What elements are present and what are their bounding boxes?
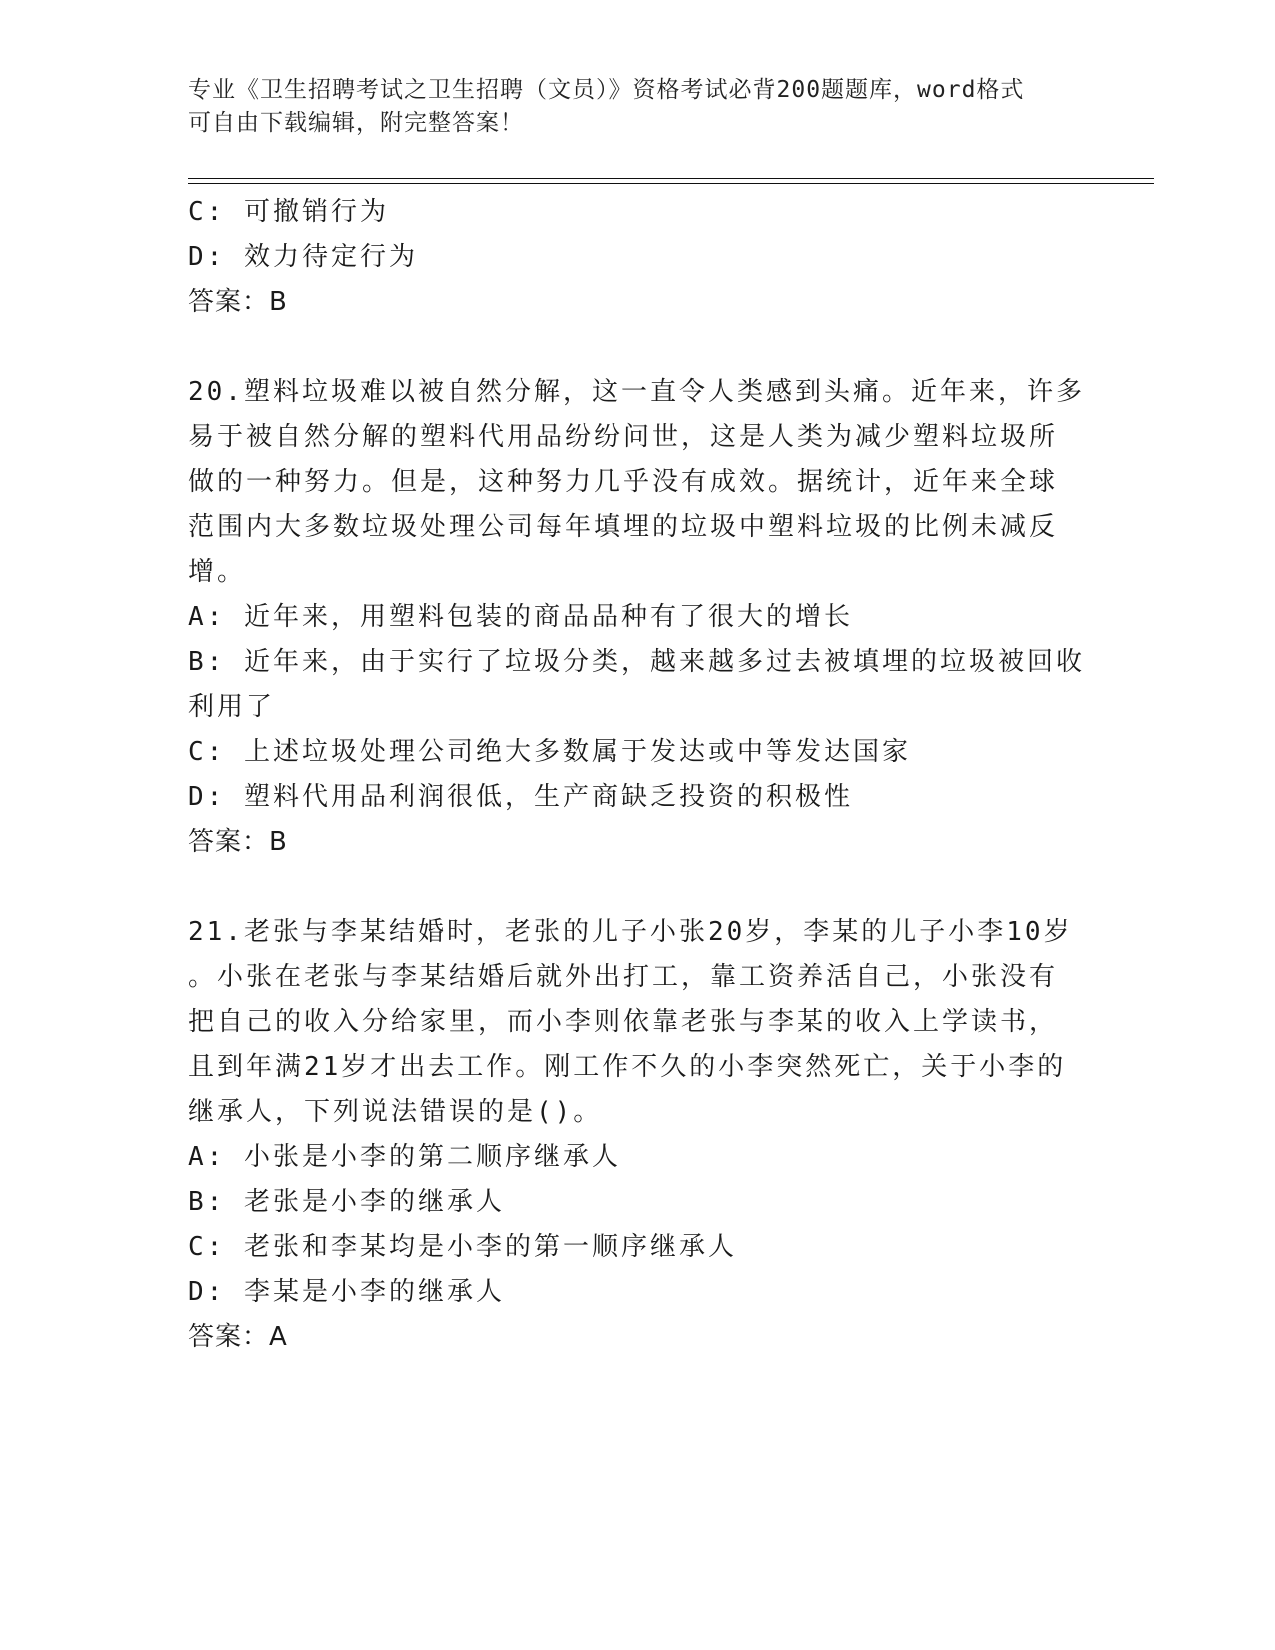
question-stem-line: 把自己的收入分给家里，而小李则依靠老张与李某的收入上学读书， — [188, 1007, 1059, 1037]
question-stem-line: 21.老张与李某结婚时，老张的儿子小张20岁，李某的儿子小李10岁 — [188, 917, 1073, 947]
option-c: C: 上述垃圾处理公司绝大多数属于发达或中等发达国家 — [188, 737, 911, 767]
question-spacer — [188, 865, 1088, 910]
option-a: A: 近年来，用塑料包装的商品品种有了很大的增长 — [188, 602, 853, 632]
option-d: D: 效力待定行为 — [188, 242, 418, 272]
question-stem-line: 20.塑料垃圾难以被自然分解，这一直令人类感到头痛。近年来，许多 — [188, 377, 1085, 407]
option-c: C: 可撤销行为 — [188, 197, 389, 227]
answer-line: 答案：B — [188, 287, 288, 317]
question-20 — [188, 370, 1088, 865]
document-header — [188, 74, 1088, 140]
question-stem-line: 继承人，下列说法错误的是()。 — [188, 1097, 603, 1127]
option-b: B: 老张是小李的继承人 — [188, 1187, 505, 1217]
option-b: B: 近年来，由于实行了垃圾分类，越来越多过去被填埋的垃圾被回收 — [188, 647, 1085, 677]
header-rule-thin — [188, 183, 1154, 184]
header-rule-thick — [188, 178, 1154, 179]
question-21 — [188, 910, 1088, 1360]
question-stem-line: 范围内大多数垃圾处理公司每年填埋的垃圾中塑料垃圾的比例未减反 — [188, 512, 1059, 542]
option-d: D: 李某是小李的继承人 — [188, 1277, 505, 1307]
question-stem-line: 增。 — [188, 557, 247, 587]
option-c: C: 老张和李某均是小李的第一顺序继承人 — [188, 1232, 737, 1262]
option-d: D: 塑料代用品利润很低，生产商缺乏投资的积极性 — [188, 782, 853, 812]
option-b-continued: 利用了 — [188, 692, 276, 722]
question-stem-line: 做的一种努力。但是，这种努力几乎没有成效。据统计，近年来全球 — [188, 467, 1059, 497]
document-body — [188, 190, 1088, 1360]
question-stem-line: 且到年满21岁才出去工作。刚工作不久的小李突然死亡，关于小李的 — [188, 1052, 1067, 1082]
question-stem-line: 易于被自然分解的塑料代用品纷纷问世，这是人类为减少塑料垃圾所 — [188, 422, 1059, 452]
header-title-line-1: 专业《卫生招聘考试之卫生招聘（文员）》资格考试必背200题题库，word格式 — [188, 77, 1025, 103]
question-stem-line: 。小张在老张与李某结婚后就外出打工，靠工资养活自己，小张没有 — [188, 962, 1059, 992]
previous-question-tail — [188, 190, 1088, 325]
option-a: A: 小张是小李的第二顺序继承人 — [188, 1142, 621, 1172]
question-spacer — [188, 325, 1088, 370]
header-title-line-2: 可自由下载编辑，附完整答案！ — [188, 110, 524, 136]
answer-line: 答案：A — [188, 1322, 288, 1352]
answer-line: 答案：B — [188, 827, 288, 857]
